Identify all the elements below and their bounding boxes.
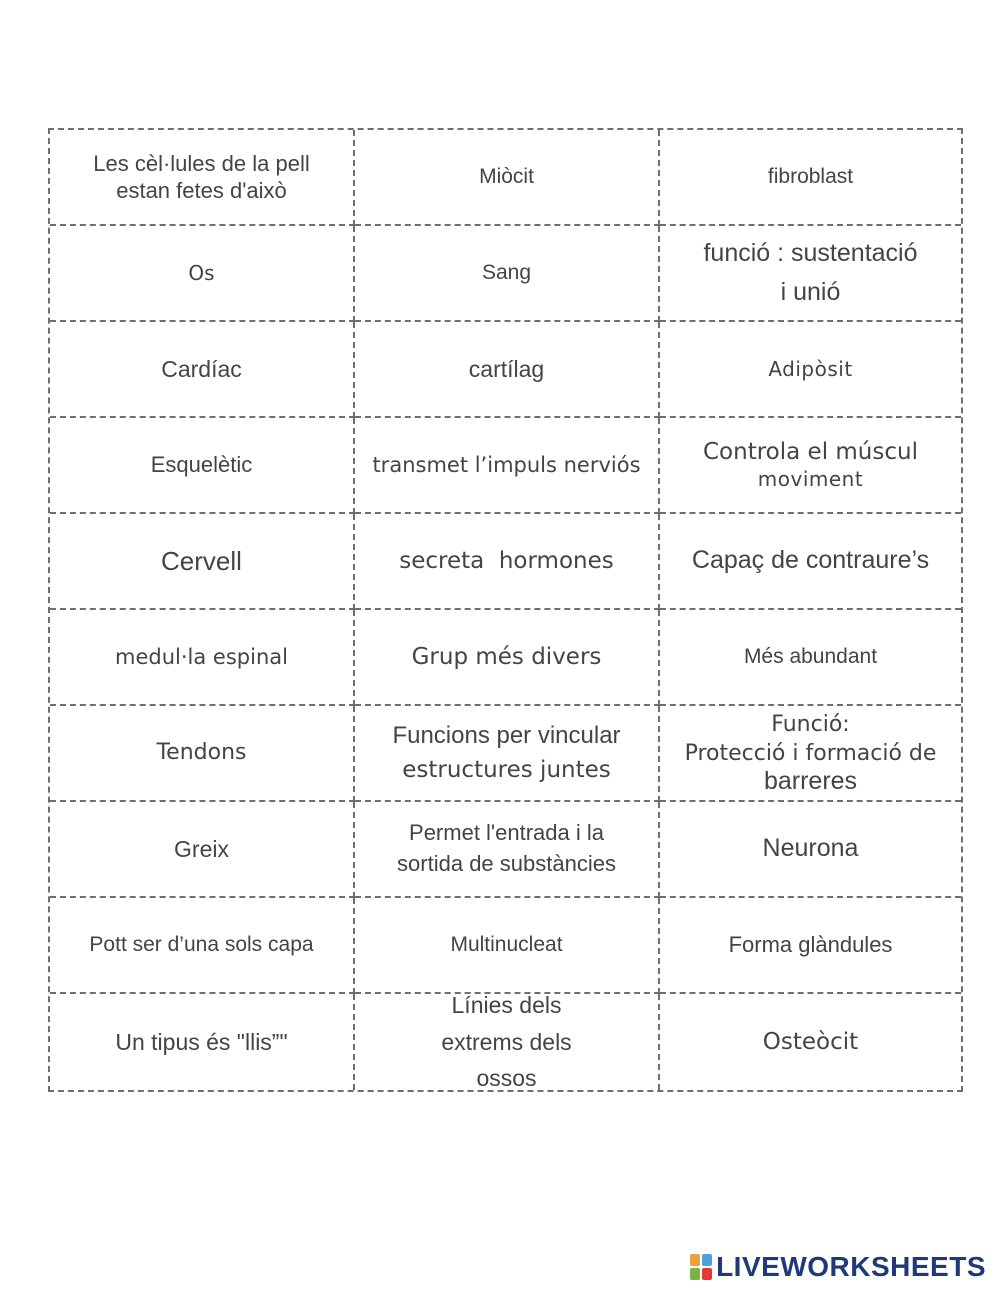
card-text: Esquelètic bbox=[150, 452, 253, 478]
card-text: Protecció i formació de bbox=[684, 740, 937, 766]
card-text: moviment bbox=[757, 466, 864, 491]
card-text: barreres bbox=[763, 767, 858, 796]
card-cell[interactable] bbox=[50, 514, 355, 610]
card-text: Cardíac bbox=[161, 355, 242, 382]
card-text: Controla el múscul bbox=[703, 439, 918, 466]
card-text: estructures juntes bbox=[402, 756, 611, 783]
card-text: estan fetes d'això bbox=[116, 178, 287, 203]
card-cell[interactable] bbox=[355, 130, 660, 226]
logo-square bbox=[690, 1254, 700, 1266]
card-cell[interactable] bbox=[660, 130, 961, 226]
card-cell[interactable] bbox=[355, 418, 660, 514]
card-cell[interactable] bbox=[660, 898, 961, 994]
logo-square bbox=[690, 1268, 700, 1280]
card-text: Les cèl·lules de la pell bbox=[93, 150, 310, 176]
card-text: Més abundant bbox=[743, 644, 878, 668]
card-text: ossos bbox=[476, 1065, 537, 1090]
card-cell[interactable] bbox=[355, 802, 660, 898]
card-cell[interactable] bbox=[660, 706, 961, 802]
card-cell[interactable] bbox=[50, 898, 355, 994]
card-cell[interactable] bbox=[355, 994, 660, 1090]
card-text: i unió bbox=[780, 278, 841, 306]
liveworksheets-logo[interactable] bbox=[690, 1251, 986, 1283]
card-cell[interactable] bbox=[660, 994, 961, 1090]
card-cell[interactable] bbox=[50, 610, 355, 706]
card-text: Sang bbox=[481, 260, 532, 284]
card-text: Un tipus és "llis”" bbox=[115, 1028, 288, 1055]
cards-table bbox=[48, 128, 963, 1092]
card-cell[interactable] bbox=[355, 322, 660, 418]
card-cell[interactable] bbox=[660, 418, 961, 514]
card-cell[interactable] bbox=[50, 226, 355, 322]
card-text: extrems dels bbox=[441, 1028, 572, 1055]
card-cell[interactable] bbox=[50, 994, 355, 1090]
card-text: Multinucleat bbox=[450, 932, 563, 956]
card-cell[interactable] bbox=[660, 322, 961, 418]
card-cell[interactable] bbox=[660, 226, 961, 322]
card-cell[interactable] bbox=[50, 418, 355, 514]
card-text: Línies dels bbox=[451, 994, 562, 1018]
card-text: Grup més divers bbox=[411, 643, 602, 670]
card-text: Permet l'entrada i la bbox=[409, 820, 604, 846]
card-text: funció : sustentació bbox=[703, 239, 918, 268]
card-cell[interactable] bbox=[355, 898, 660, 994]
card-cell[interactable] bbox=[355, 514, 660, 610]
card-cell[interactable] bbox=[50, 322, 355, 418]
card-text: Miòcit bbox=[479, 164, 534, 188]
card-cell[interactable] bbox=[355, 706, 660, 802]
card-cell[interactable] bbox=[355, 610, 660, 706]
card-text: transmet l’impuls nerviós bbox=[372, 452, 641, 477]
card-text: medul·la espinal bbox=[115, 644, 288, 669]
card-cell[interactable] bbox=[660, 610, 961, 706]
card-text: Capaç de contraure’s bbox=[691, 546, 930, 575]
card-text: Tendons bbox=[156, 740, 247, 766]
logo-square bbox=[702, 1254, 712, 1266]
card-text: sortida de substàncies bbox=[397, 851, 616, 876]
logo-text: LIVEWORKSHEETS bbox=[716, 1251, 986, 1282]
card-text: Osteòcit bbox=[762, 1028, 859, 1055]
logo-square bbox=[702, 1268, 712, 1280]
card-text: Pott ser d’una sols capa bbox=[89, 932, 314, 956]
card-text: Os bbox=[188, 260, 215, 285]
card-text: Forma glàndules bbox=[728, 932, 893, 958]
card-cell[interactable] bbox=[355, 226, 660, 322]
card-text: Neurona bbox=[762, 834, 859, 863]
logo-mark-icon bbox=[690, 1254, 712, 1280]
card-text: Funcions per vincular bbox=[392, 721, 621, 749]
card-text: secreta hormones bbox=[399, 547, 614, 574]
card-cell[interactable] bbox=[50, 706, 355, 802]
card-text: Funció: bbox=[771, 712, 850, 738]
card-text: Cervell bbox=[161, 545, 242, 576]
card-cell[interactable] bbox=[50, 130, 355, 226]
card-cell[interactable] bbox=[660, 514, 961, 610]
card-text: fibroblast bbox=[767, 164, 854, 188]
card-text: Adipòsit bbox=[768, 356, 853, 381]
card-text: Greix bbox=[174, 835, 229, 862]
card-cell[interactable] bbox=[660, 802, 961, 898]
card-text: cartílag bbox=[468, 355, 545, 382]
card-cell[interactable] bbox=[50, 802, 355, 898]
